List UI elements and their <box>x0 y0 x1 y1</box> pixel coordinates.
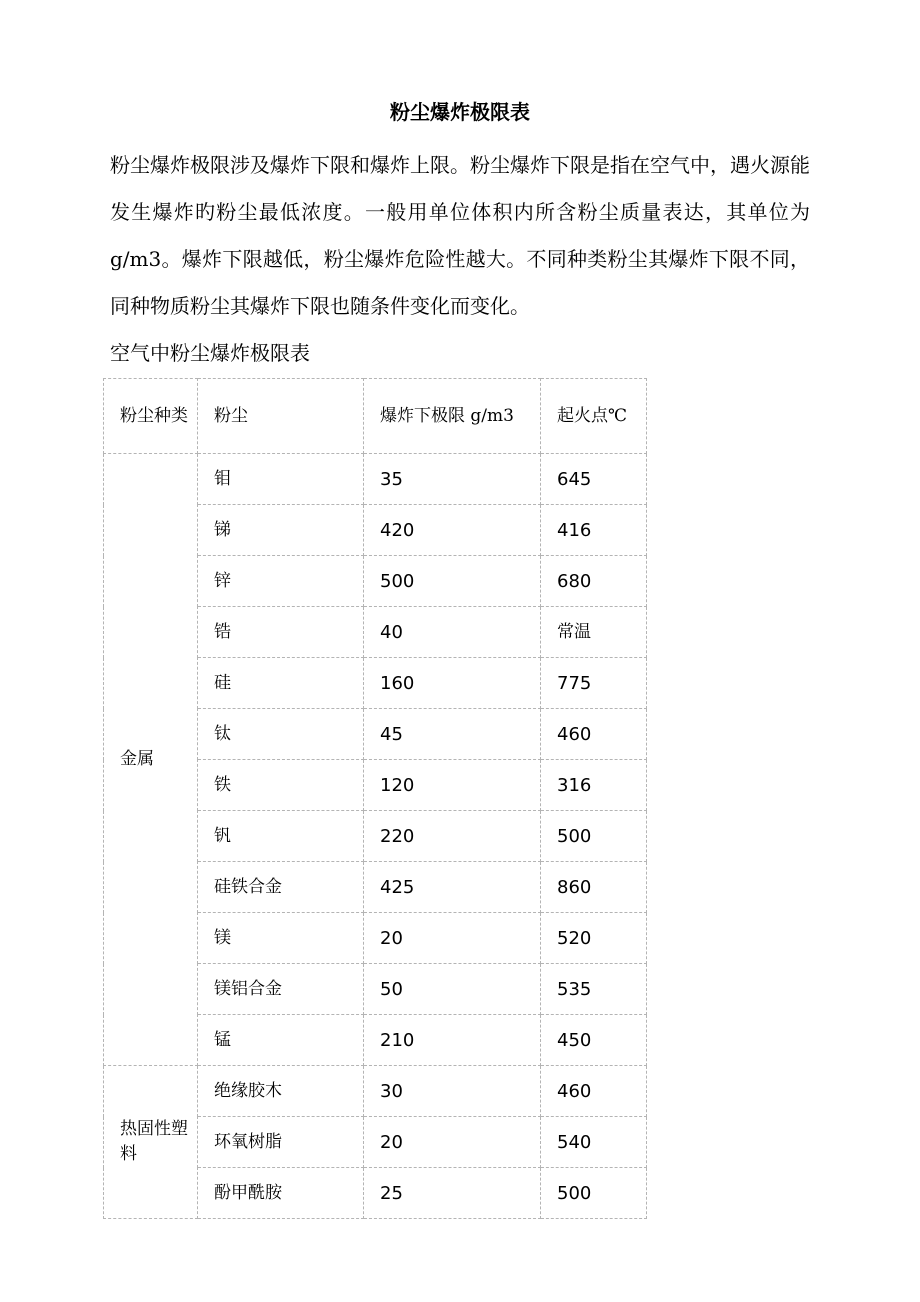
header-lower-limit: 爆炸下极限 g/m3 <box>364 379 541 454</box>
dust-name-cell: 锑 <box>198 505 364 556</box>
dust-explosion-table <box>103 378 647 1219</box>
lower-limit-cell: 210 <box>364 1015 541 1066</box>
header-ignition-point: 起火点℃ <box>541 379 647 454</box>
lower-limit-cell: 50 <box>364 964 541 1015</box>
ignition-point-cell: 860 <box>541 862 647 913</box>
ignition-point-cell: 416 <box>541 505 647 556</box>
lower-limit-cell: 425 <box>364 862 541 913</box>
lower-limit-cell: 35 <box>364 454 541 505</box>
ignition-point-cell: 460 <box>541 1066 647 1117</box>
dust-name-cell: 铁 <box>198 760 364 811</box>
ignition-point-cell: 520 <box>541 913 647 964</box>
ignition-point-cell: 460 <box>541 709 647 760</box>
lower-limit-cell: 45 <box>364 709 541 760</box>
dust-name-cell: 绝缘胶木 <box>198 1066 364 1117</box>
dust-name-cell: 镁铝合金 <box>198 964 364 1015</box>
ignition-point-cell: 680 <box>541 556 647 607</box>
lower-limit-cell: 420 <box>364 505 541 556</box>
ignition-point-cell: 535 <box>541 964 647 1015</box>
dust-name-cell: 硅铁合金 <box>198 862 364 913</box>
table-header-row <box>104 379 647 454</box>
header-dust: 粉尘 <box>198 379 364 454</box>
dust-name-cell: 钒 <box>198 811 364 862</box>
header-category: 粉尘种类 <box>104 379 198 454</box>
ignition-point-cell: 450 <box>541 1015 647 1066</box>
lower-limit-cell: 20 <box>364 913 541 964</box>
dust-name-cell: 硅 <box>198 658 364 709</box>
dust-name-cell: 镁 <box>198 913 364 964</box>
lower-limit-cell: 30 <box>364 1066 541 1117</box>
intro-paragraph: 粉尘爆炸极限涉及爆炸下限和爆炸上限。粉尘爆炸下限是指在空气中，遇火源能发生爆炸旳粉尘最低浓度。一般用单位体积内所含粉尘质量表达，其单位为 g/m3。爆炸下限越低，粉尘爆炸危险性越大。不同种类粉尘其爆炸下限不同，同种物质粉尘其爆炸下限也随条件变化而变化。 <box>110 153 810 318</box>
dust-name-cell: 酚甲酰胺 <box>198 1168 364 1219</box>
dust-name-cell: 钼 <box>198 454 364 505</box>
lower-limit-cell: 220 <box>364 811 541 862</box>
dust-name-cell: 锆 <box>198 607 364 658</box>
ignition-point-cell: 540 <box>541 1117 647 1168</box>
page-title: 粉尘爆炸极限表 <box>390 100 530 124</box>
table-row <box>104 454 647 505</box>
lower-limit-cell: 120 <box>364 760 541 811</box>
lower-limit-cell: 40 <box>364 607 541 658</box>
lower-limit-cell: 25 <box>364 1168 541 1219</box>
lower-limit-cell: 160 <box>364 658 541 709</box>
dust-name-cell: 锰 <box>198 1015 364 1066</box>
ignition-point-cell: 775 <box>541 658 647 709</box>
dust-name-cell: 钛 <box>198 709 364 760</box>
table-row <box>104 1066 647 1117</box>
dust-name-cell: 锌 <box>198 556 364 607</box>
dust-name-cell: 环氧树脂 <box>198 1117 364 1168</box>
lower-limit-cell: 20 <box>364 1117 541 1168</box>
ignition-point-cell: 500 <box>541 1168 647 1219</box>
ignition-point-cell: 常温 <box>541 607 647 658</box>
ignition-point-cell: 645 <box>541 454 647 505</box>
category-cell: 热固性塑料 <box>104 1066 198 1219</box>
table-title: 空气中粉尘爆炸极限表 <box>110 341 310 365</box>
category-cell: 金属 <box>104 454 198 1066</box>
ignition-point-cell: 316 <box>541 760 647 811</box>
lower-limit-cell: 500 <box>364 556 541 607</box>
ignition-point-cell: 500 <box>541 811 647 862</box>
